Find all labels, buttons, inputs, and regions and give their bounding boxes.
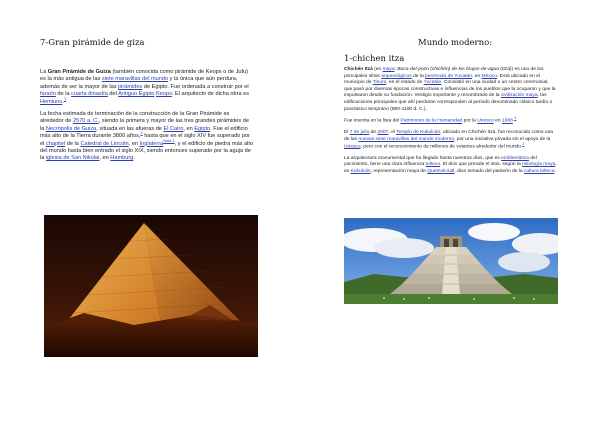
right-article: [344, 67, 558, 181]
wiki-link[interactable]: Inglaterra: [139, 140, 164, 147]
text-run: del yacimiento, tiene una clara influencia: [344, 155, 537, 168]
text-run: .: [62, 98, 64, 105]
wiki-link[interactable]: Patrimonio de la Humanidad: [400, 118, 463, 124]
text-run: , situada en las afueras de: [96, 125, 164, 132]
wiki-link[interactable]: Egipto: [194, 125, 211, 132]
text-run: (en: [372, 67, 383, 72]
wiki-link[interactable]: 2570 a. C.: [72, 118, 99, 125]
text-run: El: [344, 130, 350, 136]
text-run: Fue inscrita en la lista del: [344, 118, 401, 124]
footnote-ref[interactable]: 1: [514, 116, 517, 121]
text-run: , por una iniciativa privada sin el apoyo de la: [454, 136, 551, 142]
italic-text: Boca-del-pozo (chichén) de los brujos-de-agua (Itzá): [397, 67, 512, 72]
wiki-link[interactable]: cuarta dinastía: [71, 91, 108, 98]
text-run: . El dios que preside el sitio, según la: [439, 162, 523, 168]
text-run: ) es uno de los principales sitios: [344, 67, 544, 79]
wiki-link[interactable]: maya: [382, 67, 395, 72]
text-run: , ubicado en Chichén Itzá, fue reconocido como una de las: [344, 130, 554, 142]
wiki-link[interactable]: emblemática: [501, 155, 529, 161]
wiki-link[interactable]: siete maravillas del mundo: [101, 76, 169, 83]
text-run: , es: [344, 162, 557, 174]
text-run: (también conocida como pirámide de Keops o de Jufu) es la más antigua de las: [40, 69, 249, 83]
wiki-link[interactable]: civilización maya: [500, 93, 538, 99]
wiki-link[interactable]: Antiguo Egipto: [118, 91, 155, 98]
right-paragraph-2: [344, 118, 558, 125]
wiki-link[interactable]: Tinum: [372, 80, 387, 86]
left-paragraph-1: [40, 69, 254, 106]
text-run: La: [40, 69, 48, 75]
text-run: , pero con el reconocimiento de millones de votantes alrededor del mundo.: [360, 144, 523, 150]
wiki-link[interactable]: mitología maya: [522, 162, 556, 168]
text-run: .: [133, 155, 135, 162]
wiki-link[interactable]: 2007: [377, 130, 389, 136]
text-run: de la: [55, 91, 72, 98]
text-run: de Egipto. Fue ordenada a construir por el: [142, 83, 249, 90]
right-page-heading: Mundo moderno:: [418, 38, 493, 48]
text-run: , en: [99, 155, 111, 162]
wiki-link[interactable]: México: [481, 73, 498, 79]
wiki-link[interactable]: península de Yucatán: [425, 73, 472, 79]
wiki-link[interactable]: Catedral de Lincoln: [80, 140, 129, 147]
pyramid-photo: [44, 215, 258, 357]
footnote-ref[interactable]: Nota 1: [163, 137, 175, 143]
text-run: , representación maya de: [370, 168, 428, 174]
text-run: , el: [388, 130, 397, 136]
chichen-itza-illustration: [344, 218, 558, 304]
wiki-link[interactable]: cultura tolteca: [524, 168, 555, 174]
text-run: , en: [128, 140, 140, 147]
text-run: por la: [462, 118, 478, 124]
text-run: .: [554, 168, 556, 174]
wiki-link[interactable]: chapitel: [45, 140, 66, 147]
right-paragraph-4: [344, 156, 558, 176]
wiki-link[interactable]: Necrópolis de Guiza: [45, 125, 97, 132]
bold-text: Chichén Itzá: [344, 67, 373, 72]
text-run: en: [493, 118, 502, 124]
text-run: y la única que aún perdura, además de ser la mayor de las: [40, 76, 238, 90]
wiki-link[interactable]: Yucatán: [423, 80, 442, 86]
right-paragraph-1: [344, 67, 558, 113]
text-run: La arquitectura monumental que ha llegado hasta nuestros días, que es: [344, 155, 502, 161]
text-run: , dios tomado del panteón de la: [454, 168, 524, 174]
wiki-link[interactable]: 1988: [501, 118, 513, 124]
text-run: , en el estado de: [386, 80, 424, 86]
wiki-link[interactable]: Keops: [156, 91, 172, 98]
text-run: hasta que en el siglo XIV fue superado por el: [40, 133, 250, 147]
footnote-ref[interactable]: 1: [63, 95, 67, 101]
text-run: , las edificaciones principales que ahí perduran corresponden al periodo denominado clásico tardío o posclásico temprano (800-1100 d. C.).: [344, 93, 553, 112]
text-run: de la: [65, 140, 81, 147]
text-run: . El arquitecto de dicha obra es: [171, 91, 250, 98]
text-run: , y el edificio de piedra más alto del mundo hasta bien entrado el siglo XIX, siendo entonces superado por la aguja de la: [40, 140, 254, 162]
text-run: de la: [411, 73, 426, 79]
text-run: La fecha estimada de terminación de la construcción de la Gran Pirámide es alrededor de: [40, 111, 230, 125]
chichen-itza-photo: [344, 218, 558, 304]
wiki-link[interactable]: arqueológicos: [381, 73, 412, 79]
text-run: del: [107, 91, 119, 98]
left-article: [40, 69, 254, 168]
text-run: . Está ubicado en el municipio de: [344, 73, 540, 86]
wiki-link[interactable]: iglesia de San Nikolai: [45, 155, 100, 162]
wiki-link[interactable]: Unesco: [477, 118, 494, 124]
wiki-link[interactable]: Unesco: [344, 144, 361, 150]
text-run: . Consistió en una ciudad o un centro ceremonial, que pasó por diversas épocas constructivas e influencias de los pueblos que la ocuparon y que la impulsaron desde su fundación. Vestigio importante y renombrado de la: [344, 80, 556, 99]
text-run: , siendo la primera y mayor de las tres grandes pirámides de la: [40, 118, 249, 132]
wiki-link[interactable]: Kukulcán: [350, 168, 371, 174]
wiki-link[interactable]: Hamburg: [110, 155, 134, 162]
bold-text: Gran Pirámide de Guiza: [47, 69, 111, 75]
footnote-ref[interactable]: 2: [140, 130, 143, 136]
text-run: . Fue el edificio más alto de la Tierra durante 3800 años,: [40, 125, 248, 140]
wiki-link[interactable]: pirámides: [118, 83, 143, 90]
text-run: , en: [183, 125, 195, 132]
right-paragraph-3: [344, 130, 558, 150]
right-section-subheading: 1-chichen itza: [344, 54, 405, 64]
text-run: :: [394, 67, 398, 72]
text-run: .: [512, 118, 515, 124]
text-run: de: [369, 130, 378, 136]
wiki-link[interactable]: 7 de julio: [349, 130, 370, 136]
pyramid-illustration: [44, 215, 258, 357]
left-page-heading: 7-Gran pirámide de giza: [40, 38, 145, 48]
wiki-link[interactable]: nuevas siete maravillas del mundo moderno: [358, 136, 455, 142]
left-paragraph-2: [40, 111, 254, 163]
wiki-link[interactable]: Quetzalcóatl: [427, 168, 455, 174]
footnote-ref[interactable]: 2: [522, 141, 525, 146]
wiki-link[interactable]: Hemiunu: [40, 98, 63, 105]
wiki-link[interactable]: El Cairo: [163, 125, 184, 132]
wiki-link[interactable]: tolteca: [425, 162, 440, 168]
wiki-link[interactable]: faraón: [40, 91, 56, 98]
text-run: , en: [472, 73, 482, 79]
wiki-link[interactable]: Templo de Kukulcán: [396, 130, 441, 136]
